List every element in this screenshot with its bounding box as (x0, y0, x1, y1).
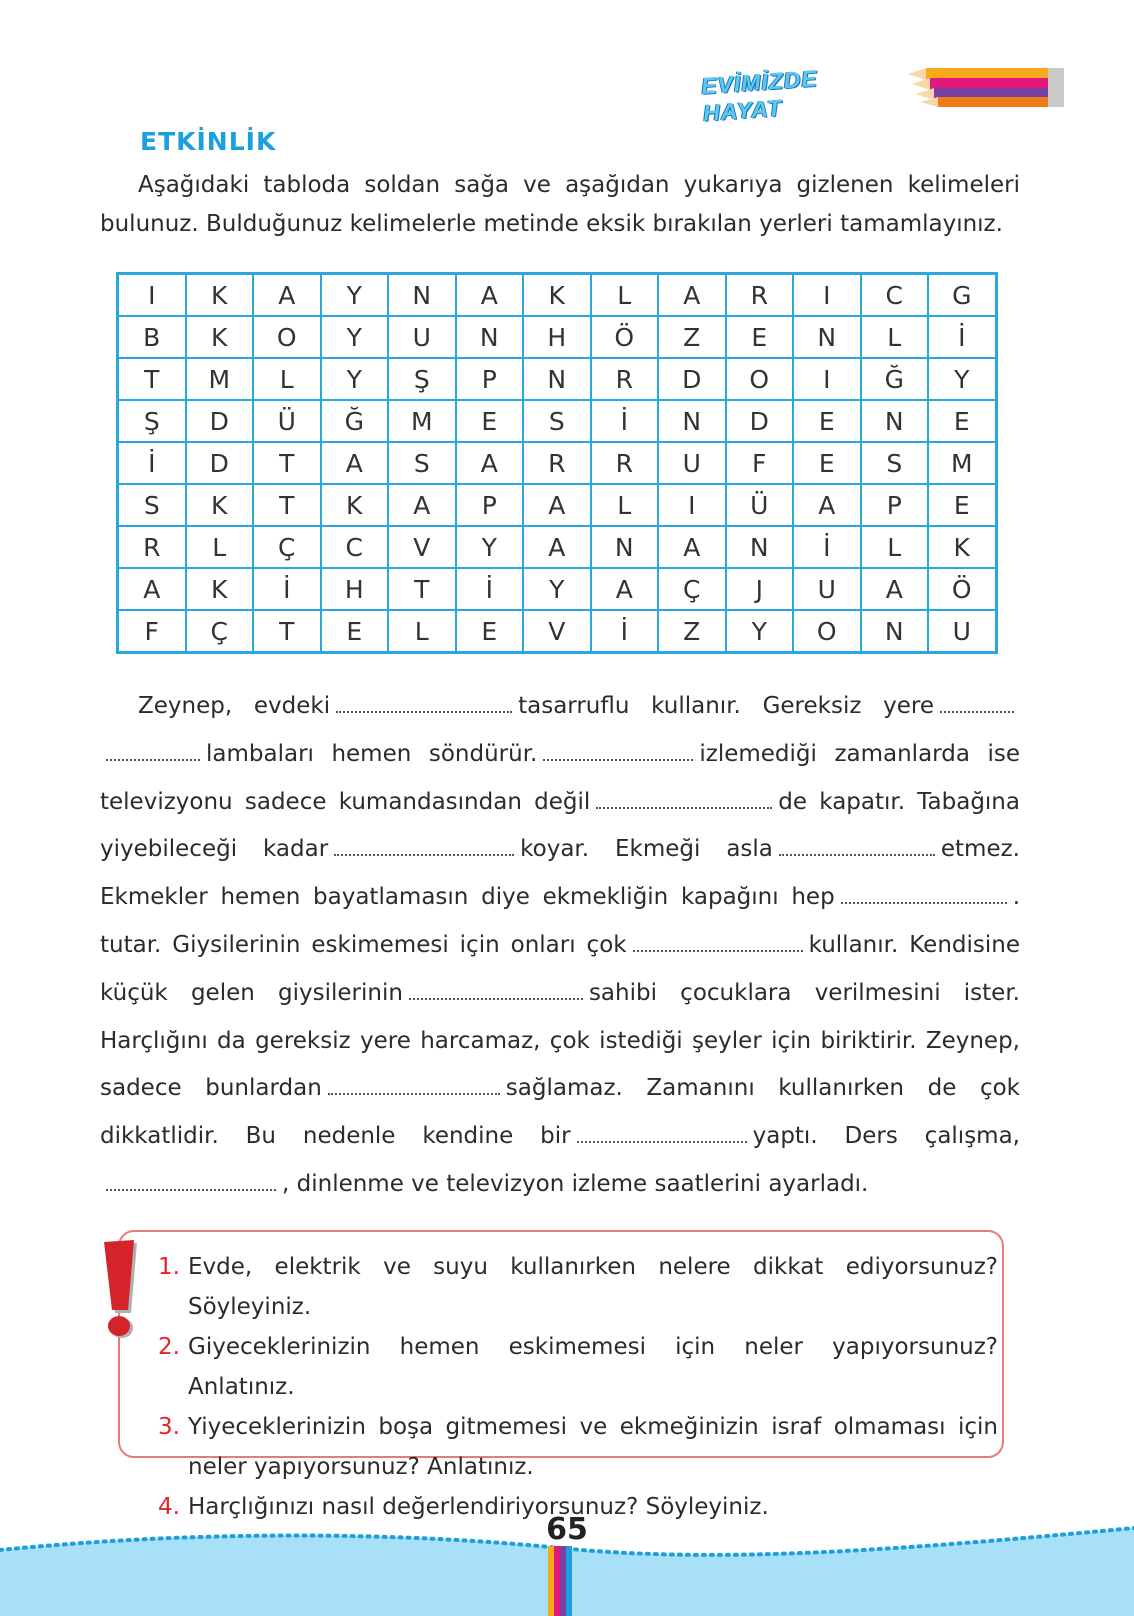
grid-cell[interactable]: T (118, 358, 186, 400)
grid-cell[interactable]: L (861, 316, 929, 358)
grid-cell[interactable]: Ç (658, 568, 726, 610)
grid-cell[interactable]: L (388, 610, 456, 653)
grid-row (118, 484, 997, 526)
grid-cell[interactable]: E (793, 400, 861, 442)
grid-cell[interactable]: I (658, 484, 726, 526)
grid-cell[interactable]: Y (321, 316, 389, 358)
question-item: 1. Evde, elektrik ve suyu kullanırken nelere dikkat ediyorsunuz? Söyleyiniz. (158, 1254, 998, 1320)
grid-cell[interactable]: F (726, 442, 794, 484)
grid-cell[interactable]: R (726, 274, 794, 317)
answer-blank[interactable] (106, 1173, 276, 1191)
grid-cell[interactable]: İ (591, 610, 659, 653)
grid-cell[interactable]: A (523, 526, 591, 568)
grid-row (118, 526, 997, 568)
grid-row (118, 610, 997, 653)
grid-cell[interactable]: K (321, 484, 389, 526)
grid-row (118, 274, 997, 317)
grid-cell[interactable]: İ (928, 316, 996, 358)
story-text: . tutar. Giysilerinin eskimemesi için onları çok (100, 884, 1020, 958)
story-text: sağlamaz. Zamanını kullanırken de çok dikkatlidir. Bu nedenle kendine bir (100, 1075, 1020, 1150)
grid-cell[interactable]: E (456, 400, 524, 442)
grid-cell[interactable]: D (658, 358, 726, 400)
grid-cell[interactable]: A (118, 568, 186, 610)
grid-cell[interactable]: Ş (388, 358, 456, 400)
grid-row (118, 316, 997, 358)
story-text: sahibi çocuklara verilmesini ister. Harçlığını da gereksiz yere harcamaz, çok istediği şeyler için biriktirir. Zeynep, sadece bunlardan (100, 979, 1020, 1102)
grid-row (118, 358, 997, 400)
grid-cell[interactable]: V (388, 526, 456, 568)
page-number: 65 (546, 1512, 588, 1547)
grid-cell[interactable]: A (388, 484, 456, 526)
grid-cell[interactable]: D (186, 442, 254, 484)
questions-list (158, 1247, 998, 1527)
grid-cell[interactable]: A (253, 274, 321, 317)
grid-cell[interactable]: I (793, 358, 861, 400)
activity-instructions: Aşağıdaki tabloda soldan sağa ve aşağıdan yukarıya gizlenen kelimeleri bulunuz. Bulduğunuz kelimelerle metinde eksik bırakılan yerleri tamamlayınız. (100, 172, 1020, 237)
grid-cell[interactable]: I (793, 274, 861, 317)
grid-cell[interactable]: N (793, 316, 861, 358)
grid-cell[interactable]: Z (658, 316, 726, 358)
grid-cell[interactable]: Y (321, 358, 389, 400)
grid-cell[interactable]: N (456, 316, 524, 358)
grid-cell[interactable]: P (861, 484, 929, 526)
grid-cell[interactable]: Ç (186, 610, 254, 653)
grid-cell[interactable]: N (523, 358, 591, 400)
answer-blank[interactable] (596, 791, 772, 809)
question-item: 2. Giyeceklerinizin hemen eskimemesi için neler yapıyorsunuz? Anlatınız. (158, 1334, 998, 1400)
story-text: tasarruflu kullanır. Gereksiz yere (518, 693, 934, 719)
pencil-4 (920, 97, 1064, 107)
story-text: etmez. Ekmekler hemen bayatlamasın diye ekmekliğin kapağını hep (100, 836, 1020, 911)
grid-cell[interactable]: Ğ (861, 358, 929, 400)
grid-cell[interactable]: F (118, 610, 186, 653)
grid-cell[interactable]: L (253, 358, 321, 400)
grid-cell[interactable]: G (928, 274, 996, 317)
grid-cell[interactable]: Ü (253, 400, 321, 442)
grid-cell[interactable]: K (186, 568, 254, 610)
book-title: EVİMİZDE HAYAT (700, 64, 819, 126)
grid-cell[interactable]: A (793, 484, 861, 526)
grid-cell[interactable]: A (861, 568, 929, 610)
grid-cell[interactable]: K (186, 274, 254, 317)
grid-cell[interactable]: S (118, 484, 186, 526)
grid-cell[interactable]: A (658, 526, 726, 568)
grid-cell[interactable]: Ü (726, 484, 794, 526)
grid-cell[interactable]: C (861, 274, 929, 317)
question-item: 4. Harçlığınızı nasıl değerlendiriyorsunuz? Söyleyiniz. (158, 1494, 769, 1520)
grid-cell[interactable]: A (456, 274, 524, 317)
grid-cell[interactable]: U (928, 610, 996, 653)
grid-cell[interactable]: K (928, 526, 996, 568)
grid-cell[interactable]: K (186, 316, 254, 358)
grid-cell[interactable]: E (726, 316, 794, 358)
grid-cell[interactable]: L (861, 526, 929, 568)
question-item: 3. Yiyeceklerinizin boşa gitmemesi ve ekmeğinizin israf olmaması için neler yapıyorsunuz? Anlatınız. (158, 1414, 998, 1480)
grid-cell[interactable]: K (186, 484, 254, 526)
grid-cell[interactable]: R (118, 526, 186, 568)
grid-cell[interactable]: İ (456, 568, 524, 610)
story-text: kullanır. Kendisine küçük gelen giysilerinin (100, 931, 1020, 1006)
grid-cell[interactable]: N (726, 526, 794, 568)
grid-cell[interactable]: S (523, 400, 591, 442)
grid-cell[interactable]: P (456, 358, 524, 400)
answer-blank[interactable] (409, 982, 583, 1000)
grid-cell[interactable]: L (591, 484, 659, 526)
grid-cell[interactable]: T (253, 484, 321, 526)
grid-cell[interactable]: İ (793, 526, 861, 568)
exclamation-icon (98, 1238, 142, 1348)
grid-cell[interactable]: Y (321, 274, 389, 317)
grid-cell[interactable]: O (726, 358, 794, 400)
grid-cell[interactable]: A (523, 484, 591, 526)
grid-cell[interactable]: I (118, 274, 186, 317)
grid-cell[interactable]: Y (726, 610, 794, 653)
word-search-grid (116, 272, 998, 654)
grid-row (118, 400, 997, 442)
grid-row (118, 568, 997, 610)
grid-cell[interactable]: D (726, 400, 794, 442)
grid-cell[interactable]: A (658, 274, 726, 317)
grid-cell[interactable]: T (253, 442, 321, 484)
story-text: , dinlenme ve televizyon izleme saatlerini ayarladı. (282, 1170, 869, 1197)
grid-cell[interactable]: O (253, 316, 321, 358)
grid-cell[interactable]: N (591, 526, 659, 568)
grid-cell[interactable]: C (321, 526, 389, 568)
grid-cell[interactable]: H (321, 568, 389, 610)
grid-cell[interactable]: O (793, 610, 861, 653)
grid-cell[interactable]: K (523, 274, 591, 317)
answer-blank[interactable] (543, 743, 693, 761)
story-text: Zeynep, evdeki (138, 693, 331, 719)
pencils-icon (908, 64, 1078, 108)
grid-cell[interactable]: M (388, 400, 456, 442)
grid-cell[interactable]: R (591, 358, 659, 400)
activity-title: ETKİNLİK (140, 127, 277, 156)
grid-cell[interactable]: L (591, 274, 659, 317)
grid-cell[interactable]: B (118, 316, 186, 358)
grid-cell[interactable]: U (793, 568, 861, 610)
grid-cell[interactable]: İ (118, 442, 186, 484)
grid-cell[interactable]: N (388, 274, 456, 317)
grid-cell[interactable]: Ç (253, 526, 321, 568)
grid-cell[interactable]: İ (591, 400, 659, 442)
answer-blank[interactable] (841, 886, 1007, 904)
fill-in-text (100, 683, 1020, 1209)
answer-blank[interactable] (577, 1125, 747, 1143)
grid-cell[interactable]: S (861, 442, 929, 484)
grid-cell[interactable]: E (321, 610, 389, 653)
grid-cell[interactable]: T (388, 568, 456, 610)
grid-cell[interactable]: Z (658, 610, 726, 653)
story-text: izlemediği zamanlarda ise televizyonu sadece kumandasından değil (100, 740, 1020, 815)
grid-cell[interactable]: E (793, 442, 861, 484)
grid-cell[interactable]: U (388, 316, 456, 358)
grid-cell[interactable]: T (253, 610, 321, 653)
grid-cell[interactable]: Ö (591, 316, 659, 358)
grid-cell[interactable]: E (928, 400, 996, 442)
grid-cell[interactable]: E (456, 610, 524, 653)
answer-blank[interactable] (633, 934, 803, 952)
grid-cell[interactable]: H (523, 316, 591, 358)
grid-cell[interactable]: R (523, 442, 591, 484)
grid-cell[interactable]: Y (523, 568, 591, 610)
answer-blank[interactable] (940, 695, 1014, 713)
grid-cell[interactable]: D (186, 400, 254, 442)
answer-blank[interactable] (328, 1077, 500, 1095)
grid-cell[interactable]: A (456, 442, 524, 484)
grid-row (118, 442, 997, 484)
grid-cell[interactable]: N (861, 400, 929, 442)
grid-cell[interactable]: A (591, 568, 659, 610)
grid-cell[interactable]: Ö (928, 568, 996, 610)
grid-cell[interactable]: M (928, 442, 996, 484)
answer-blank[interactable] (336, 695, 512, 713)
grid-cell[interactable]: L (186, 526, 254, 568)
grid-cell[interactable]: Y (928, 358, 996, 400)
grid-cell[interactable]: N (658, 400, 726, 442)
grid-cell[interactable]: M (186, 358, 254, 400)
grid-cell[interactable]: R (591, 442, 659, 484)
grid-cell[interactable]: Ğ (321, 400, 389, 442)
grid-cell[interactable]: Y (456, 526, 524, 568)
answer-blank[interactable] (779, 838, 935, 856)
grid-cell[interactable]: V (523, 610, 591, 653)
story-text: koyar. Ekmeği asla (520, 836, 773, 863)
story-text: lambaları hemen söndürür. (206, 740, 538, 767)
grid-cell[interactable]: U (658, 442, 726, 484)
answer-blank[interactable] (106, 743, 200, 761)
grid-cell[interactable]: S (388, 442, 456, 484)
story-text: yaptı. Ders çalışma, (752, 1123, 1020, 1150)
grid-cell[interactable]: J (726, 568, 794, 610)
grid-cell[interactable]: P (456, 484, 524, 526)
story-text: de kapatır. Tabağına yiyebileceği kadar (100, 788, 1020, 863)
answer-blank[interactable] (334, 838, 514, 856)
grid-cell[interactable]: Ş (118, 400, 186, 442)
grid-cell[interactable]: İ (253, 568, 321, 610)
grid-cell[interactable]: A (321, 442, 389, 484)
grid-cell[interactable]: N (861, 610, 929, 653)
grid-cell[interactable]: E (928, 484, 996, 526)
